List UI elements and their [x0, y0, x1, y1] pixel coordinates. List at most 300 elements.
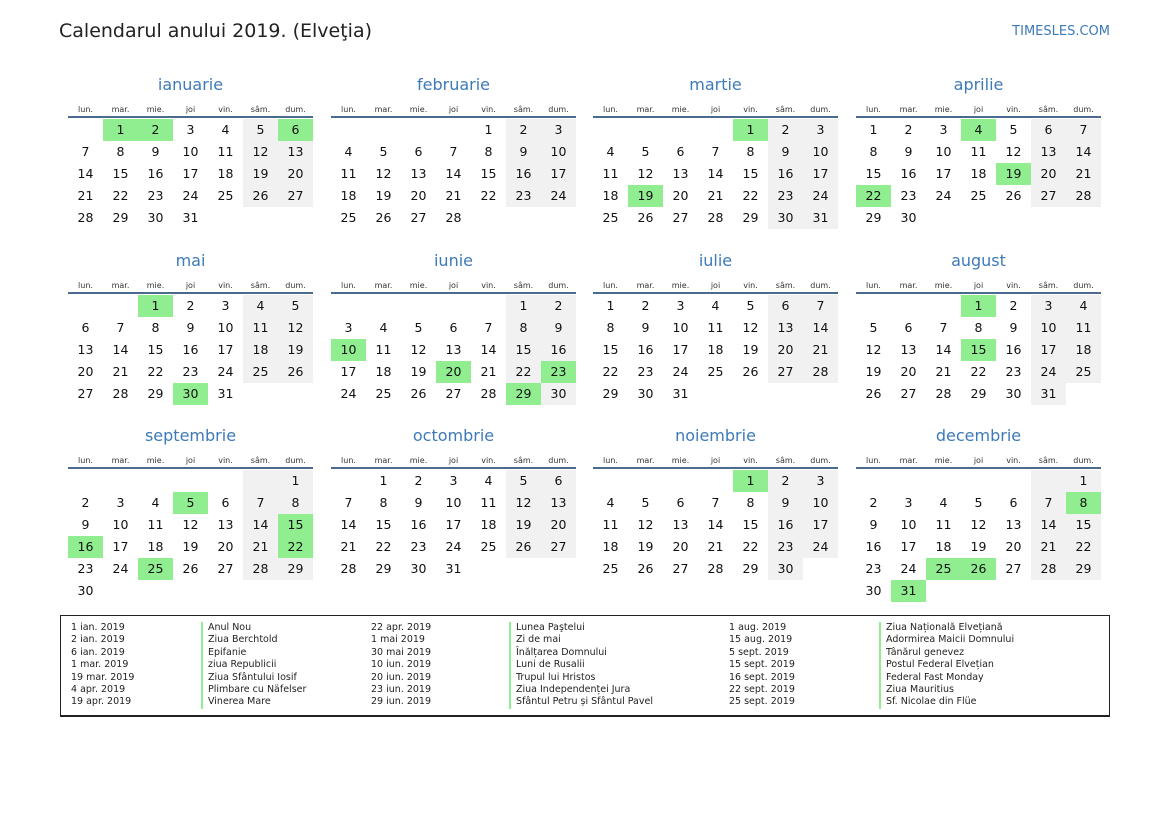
day-cell: 7 [116, 320, 125, 335]
day-cell: 7 [711, 495, 720, 510]
legend-dates-col-2 [371, 622, 431, 709]
legend-holiday-name: Vinerea Mare [201, 696, 306, 708]
day-cell: 28 [707, 210, 724, 225]
weekday-label: sâm. [1038, 105, 1059, 114]
day-cell: 2 [869, 495, 878, 510]
month-noiembrie [593, 424, 838, 580]
weekday-label: sâm. [775, 281, 796, 290]
day-cell: 19 [375, 188, 392, 203]
day-cell: 4 [939, 495, 948, 510]
legend-holiday-name: Anul Nou [201, 622, 306, 634]
day-cell: 29 [1066, 558, 1101, 580]
weekday-label: mie. [671, 105, 690, 114]
weekday-label: mie. [146, 105, 165, 114]
legend-date: 2 ian. 2019 [71, 634, 125, 646]
holiday-day-cell: 29 [506, 383, 541, 405]
month-octombrie [331, 424, 576, 580]
legend-date: 10 iun. 2019 [371, 659, 432, 671]
day-cell: 18 [935, 539, 952, 554]
day-cell: 3 [904, 495, 913, 510]
day-cell: 30 [410, 561, 427, 576]
day-cell: 16 [410, 517, 427, 532]
day-cell: 12 [243, 141, 278, 163]
site-link[interactable]: TIMESLES.COM [1012, 24, 1110, 39]
weekday-header [68, 273, 313, 290]
day-cell: 17 [541, 163, 576, 185]
legend-holiday-name: Sf. Nicolae din Flüe [879, 696, 1014, 708]
day-cell: 2 [506, 119, 541, 141]
month-decembrie [856, 424, 1101, 602]
weekday-label: sâm. [1038, 456, 1059, 465]
month-name: aprilie [953, 75, 1004, 94]
weekday-label: mie. [934, 456, 953, 465]
day-cell: 8 [746, 144, 755, 159]
day-cell: 21 [480, 364, 497, 379]
day-cell: 31 [803, 207, 838, 229]
legend-names-col-3 [879, 622, 1014, 709]
legend-dates-col-1 [71, 622, 134, 709]
page-title: Calendarul anului 2019. (Elveţia) [59, 20, 373, 42]
weekday-label: sâm. [513, 281, 534, 290]
day-cell: 18 [602, 539, 619, 554]
month-martie [593, 73, 838, 229]
day-cell: 24 [900, 561, 917, 576]
empty-cell [698, 470, 733, 492]
day-cell: 5 [641, 144, 650, 159]
day-cell: 21 [445, 188, 462, 203]
legend-holiday-name: Tânărul genevez [879, 647, 1014, 659]
weekday-header [593, 97, 838, 114]
empty-cell [103, 470, 138, 492]
holiday-day-cell: 1 [103, 119, 138, 141]
day-cell: 11 [1066, 317, 1101, 339]
month-februarie [331, 73, 576, 229]
day-cell: 9 [768, 492, 803, 514]
day-cell: 15 [480, 166, 497, 181]
day-cell: 8 [151, 320, 160, 335]
day-cell: 6 [221, 495, 230, 510]
day-cell: 21 [803, 339, 838, 361]
header-rule [68, 116, 313, 118]
day-cell: 27 [410, 210, 427, 225]
empty-cell [1031, 470, 1066, 492]
day-cell: 26 [375, 210, 392, 225]
day-cell: 13 [1005, 517, 1022, 532]
holiday-day-cell: 4 [961, 119, 996, 141]
day-cell: 12 [637, 517, 654, 532]
day-grid [331, 295, 576, 405]
day-cell: 17 [803, 514, 838, 536]
weekday-label: dum. [810, 456, 831, 465]
day-cell: 23 [182, 364, 199, 379]
day-cell: 22 [742, 539, 759, 554]
day-cell: 4 [151, 495, 160, 510]
day-cell: 26 [637, 561, 654, 576]
day-cell: 10 [217, 320, 234, 335]
weekday-label: lun. [866, 105, 881, 114]
holiday-day-cell: 10 [331, 339, 366, 361]
day-cell: 25 [375, 386, 392, 401]
weekday-label: lun. [603, 105, 618, 114]
day-cell: 22 [970, 364, 987, 379]
day-cell: 30 [1005, 386, 1022, 401]
weekday-label: sâm. [775, 105, 796, 114]
weekday-label: mie. [934, 281, 953, 290]
day-cell: 10 [541, 141, 576, 163]
header-rule [331, 467, 576, 469]
day-cell: 9 [506, 141, 541, 163]
header-rule [593, 116, 838, 118]
day-cell: 23 [410, 539, 427, 554]
weekday-label: mar. [111, 456, 130, 465]
day-cell: 30 [900, 210, 917, 225]
day-cell: 28 [77, 210, 94, 225]
day-cell: 15 [112, 166, 129, 181]
day-cell: 28 [935, 386, 952, 401]
day-cell: 12 [182, 517, 199, 532]
day-cell: 22 [742, 188, 759, 203]
day-cell: 28 [707, 561, 724, 576]
day-cell: 26 [243, 185, 278, 207]
day-cell: 14 [340, 517, 357, 532]
month-name: august [951, 251, 1006, 270]
day-cell: 1 [869, 122, 878, 137]
day-cell: 8 [278, 492, 313, 514]
day-cell: 19 [637, 539, 654, 554]
day-cell: 23 [147, 188, 164, 203]
weekday-label: mie. [934, 105, 953, 114]
empty-cell [663, 470, 698, 492]
weekday-header [331, 448, 576, 465]
day-cell: 23 [637, 364, 654, 379]
day-cell: 24 [112, 561, 129, 576]
month-mai [68, 249, 313, 405]
weekday-label: sâm. [513, 105, 534, 114]
holiday-day-cell: 1 [733, 119, 768, 141]
empty-cell [628, 119, 663, 141]
day-cell: 16 [147, 166, 164, 181]
day-grid [856, 119, 1101, 229]
weekday-label: joi [448, 281, 459, 290]
day-grid [68, 119, 313, 229]
day-cell: 10 [182, 144, 199, 159]
weekday-label: vin. [743, 456, 758, 465]
day-cell: 2 [81, 495, 90, 510]
day-cell: 27 [1031, 185, 1066, 207]
legend-date: 6 ian. 2019 [71, 646, 125, 658]
legend-date: 19 apr. 2019 [71, 696, 132, 708]
day-grid [331, 119, 576, 229]
header-rule [331, 116, 576, 118]
day-cell: 9 [151, 144, 160, 159]
weekday-label: vin. [743, 105, 758, 114]
day-cell: 9 [541, 317, 576, 339]
day-cell: 11 [602, 517, 619, 532]
weekday-label: joi [710, 456, 721, 465]
empty-cell [926, 295, 961, 317]
weekday-label: joi [185, 281, 196, 290]
holiday-day-cell: 1 [733, 470, 768, 492]
month-name: octombrie [412, 426, 495, 445]
day-cell: 5 [278, 295, 313, 317]
day-cell: 14 [707, 166, 724, 181]
day-cell: 18 [602, 188, 619, 203]
day-grid [593, 470, 838, 580]
weekday-label: mar. [111, 105, 130, 114]
header-rule [593, 292, 838, 294]
day-grid [331, 470, 576, 580]
weekday-label: lun. [341, 456, 356, 465]
day-cell: 4 [606, 144, 615, 159]
day-cell: 6 [676, 495, 685, 510]
weekday-label: dum. [548, 281, 569, 290]
weekday-header [593, 273, 838, 290]
day-cell: 26 [742, 364, 759, 379]
legend-date: 1 ian. 2019 [71, 622, 125, 633]
legend-holiday-name: Federal Fast Monday [879, 672, 1014, 684]
day-cell: 7 [344, 495, 353, 510]
day-cell: 27 [278, 185, 313, 207]
weekday-label: mie. [409, 105, 428, 114]
day-cell: 3 [116, 495, 125, 510]
weekday-label: mar. [111, 281, 130, 290]
holiday-day-cell: 30 [173, 383, 208, 405]
day-cell: 9 [904, 144, 913, 159]
legend-date: 22 apr. 2019 [371, 622, 432, 633]
day-cell: 21 [1031, 536, 1066, 558]
day-cell: 14 [1031, 514, 1066, 536]
day-cell: 13 [1031, 141, 1066, 163]
day-cell: 8 [746, 495, 755, 510]
day-cell: 18 [243, 339, 278, 361]
day-cell: 2 [414, 473, 423, 488]
empty-cell [856, 295, 891, 317]
month-name: ianuarie [157, 75, 224, 94]
weekday-header [856, 97, 1101, 114]
holiday-day-cell: 1 [961, 295, 996, 317]
empty-cell [401, 295, 436, 317]
weekday-label: mar. [374, 281, 393, 290]
holiday-day-cell: 20 [436, 361, 471, 383]
day-cell: 24 [935, 188, 952, 203]
weekday-label: vin. [481, 105, 496, 114]
day-cell: 5 [414, 320, 423, 335]
legend-holiday-name: Sfântul Petru și Sfântul Pavel [509, 696, 653, 708]
day-cell: 6 [414, 144, 423, 159]
day-cell: 27 [1005, 561, 1022, 576]
day-cell: 13 [672, 517, 689, 532]
day-cell: 11 [480, 495, 497, 510]
holiday-day-cell: 26 [961, 558, 996, 580]
day-cell: 6 [768, 295, 803, 317]
day-cell: 15 [506, 339, 541, 361]
day-cell: 3 [221, 298, 230, 313]
day-cell: 24 [541, 185, 576, 207]
day-cell: 16 [637, 342, 654, 357]
day-cell: 6 [904, 320, 913, 335]
legend-date: 15 sept. 2019 [729, 659, 795, 671]
day-cell: 28 [445, 210, 462, 225]
weekday-header [68, 97, 313, 114]
header-rule [68, 292, 313, 294]
day-cell: 28 [803, 361, 838, 383]
legend-names-col-2 [509, 622, 653, 709]
legend-holiday-name: Ziua Independenței Jura [509, 684, 653, 696]
weekday-label: mar. [899, 456, 918, 465]
day-cell: 14 [803, 317, 838, 339]
day-cell: 27 [900, 386, 917, 401]
day-cell: 8 [974, 320, 983, 335]
day-cell: 7 [803, 295, 838, 317]
weekday-label: joi [710, 281, 721, 290]
day-cell: 15 [742, 517, 759, 532]
day-cell: 24 [217, 364, 234, 379]
legend-date: 22 sept. 2019 [729, 684, 795, 696]
holiday-day-cell: 22 [856, 185, 891, 207]
holiday-day-cell: 22 [278, 536, 313, 558]
day-cell: 23 [900, 188, 917, 203]
day-cell: 2 [541, 295, 576, 317]
month-name: iunie [433, 251, 473, 270]
day-cell: 3 [803, 119, 838, 141]
day-cell: 29 [742, 210, 759, 225]
weekday-label: mar. [636, 105, 655, 114]
day-cell: 17 [672, 342, 689, 357]
day-cell: 23 [1005, 364, 1022, 379]
day-cell: 10 [935, 144, 952, 159]
weekday-label: mie. [409, 456, 428, 465]
weekday-label: joi [973, 456, 984, 465]
empty-cell [366, 119, 401, 141]
weekday-label: vin. [218, 281, 233, 290]
day-cell: 9 [641, 320, 650, 335]
legend-date: 25 sept. 2019 [729, 696, 795, 708]
day-cell: 6 [1031, 119, 1066, 141]
day-cell: 27 [77, 386, 94, 401]
day-cell: 23 [768, 536, 803, 558]
empty-cell [68, 119, 103, 141]
day-cell: 20 [672, 188, 689, 203]
day-cell: 19 [865, 364, 882, 379]
day-cell: 17 [900, 539, 917, 554]
day-cell: 19 [410, 364, 427, 379]
weekday-label: mie. [146, 281, 165, 290]
day-cell: 18 [340, 188, 357, 203]
weekday-label: joi [448, 105, 459, 114]
day-cell: 21 [243, 536, 278, 558]
weekday-label: lun. [341, 281, 356, 290]
weekday-label: vin. [1006, 456, 1021, 465]
weekday-label: lun. [866, 456, 881, 465]
day-cell: 6 [541, 470, 576, 492]
holiday-day-cell: 8 [1066, 492, 1101, 514]
weekday-label: mie. [409, 281, 428, 290]
day-cell: 5 [641, 495, 650, 510]
weekday-label: mie. [671, 281, 690, 290]
day-cell: 26 [637, 210, 654, 225]
day-cell: 24 [340, 386, 357, 401]
month-name: noiembrie [675, 426, 756, 445]
legend-date: 20 iun. 2019 [371, 671, 432, 683]
day-cell: 14 [480, 342, 497, 357]
day-cell: 11 [602, 166, 619, 181]
legend-holiday-name: Trupul lui Hristos [509, 672, 653, 684]
day-cell: 17 [445, 517, 462, 532]
legend-holiday-name: Epifanie [201, 647, 306, 659]
day-cell: 31 [182, 210, 199, 225]
day-cell: 20 [278, 163, 313, 185]
legend-holiday-name: Luni de Rusalii [509, 659, 653, 671]
day-cell: 28 [112, 386, 129, 401]
empty-cell [996, 470, 1031, 492]
day-cell: 31 [1031, 383, 1066, 405]
day-cell: 4 [379, 320, 388, 335]
day-cell: 26 [865, 386, 882, 401]
empty-cell [103, 295, 138, 317]
day-cell: 4 [711, 298, 720, 313]
day-cell: 17 [935, 166, 952, 181]
empty-cell [68, 470, 103, 492]
day-cell: 29 [375, 561, 392, 576]
day-cell: 20 [77, 364, 94, 379]
day-cell: 30 [147, 210, 164, 225]
day-cell: 20 [410, 188, 427, 203]
day-cell: 28 [480, 386, 497, 401]
day-cell: 21 [707, 539, 724, 554]
day-cell: 14 [243, 514, 278, 536]
empty-cell [436, 119, 471, 141]
legend-holiday-name: Ziua Mauritius [879, 684, 1014, 696]
day-cell: 16 [1005, 342, 1022, 357]
day-cell: 5 [1009, 122, 1018, 137]
day-cell: 5 [243, 119, 278, 141]
day-grid [856, 295, 1101, 405]
weekday-label: mie. [671, 456, 690, 465]
day-cell: 20 [1005, 539, 1022, 554]
day-cell: 1 [379, 473, 388, 488]
day-cell: 7 [711, 144, 720, 159]
day-cell: 25 [970, 188, 987, 203]
day-cell: 11 [970, 144, 987, 159]
day-cell: 4 [484, 473, 493, 488]
day-cell: 26 [182, 561, 199, 576]
day-cell: 18 [375, 364, 392, 379]
day-cell: 21 [112, 364, 129, 379]
holiday-day-cell: 15 [961, 339, 996, 361]
day-cell: 15 [147, 342, 164, 357]
day-cell: 16 [768, 514, 803, 536]
day-cell: 21 [935, 364, 952, 379]
weekday-header [331, 273, 576, 290]
day-cell: 1 [278, 470, 313, 492]
legend-holiday-name: Postul Federal Elvețian [879, 659, 1014, 671]
day-cell: 12 [865, 342, 882, 357]
weekday-label: sâm. [1038, 281, 1059, 290]
weekday-label: dum. [1073, 105, 1094, 114]
day-cell: 25 [243, 361, 278, 383]
weekday-label: vin. [1006, 105, 1021, 114]
day-cell: 27 [768, 361, 803, 383]
day-cell: 16 [865, 539, 882, 554]
day-cell: 12 [410, 342, 427, 357]
legend-date: 1 mai 2019 [371, 634, 425, 646]
day-cell: 19 [970, 539, 987, 554]
weekday-label: lun. [603, 456, 618, 465]
month-name: februarie [416, 75, 491, 94]
day-cell: 5 [506, 470, 541, 492]
day-cell: 19 [182, 539, 199, 554]
day-cell: 9 [81, 517, 90, 532]
